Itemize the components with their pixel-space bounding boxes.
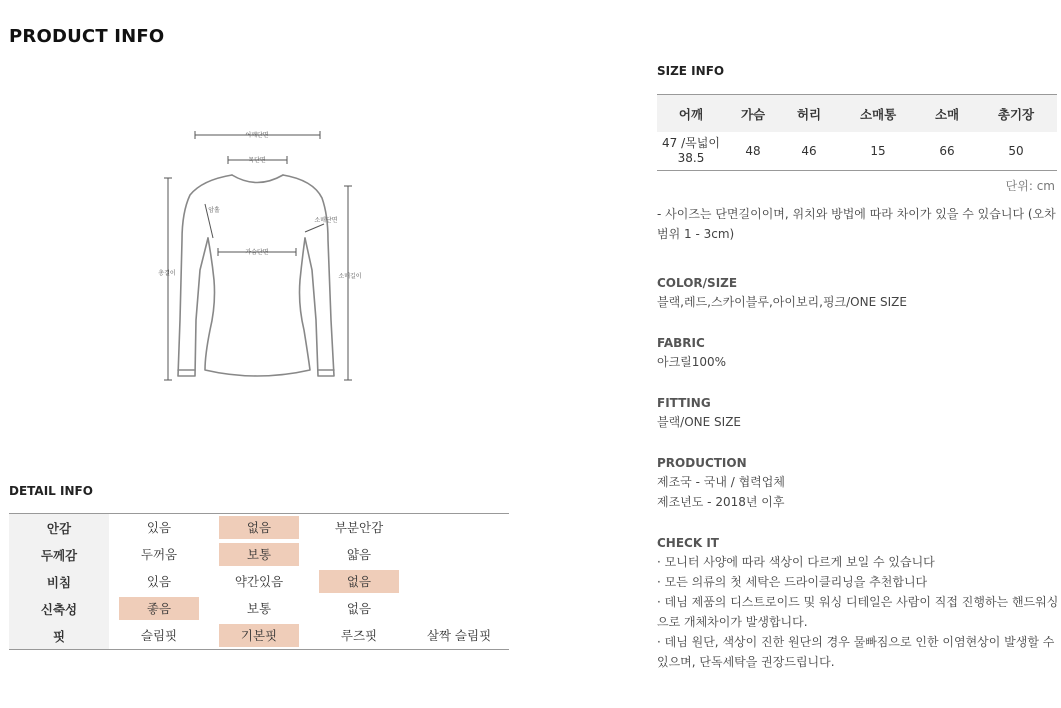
detail-option-cell: [109, 595, 209, 622]
size-header: 소매통: [837, 95, 919, 133]
detail-option-cell: [209, 622, 309, 650]
check-heading: CHECK IT: [657, 536, 719, 550]
size-info-title: SIZE INFO: [657, 64, 725, 78]
garment-measurement-diagram: [150, 120, 380, 390]
detail-option-cell: [409, 568, 509, 595]
check-line: · 모든 의류의 첫 세탁은 드라이클리닝을 추천합니다: [657, 575, 928, 589]
size-header: 어깨: [657, 95, 725, 133]
label-neck: 목단면: [248, 157, 266, 164]
detail-option-cell: [409, 595, 509, 622]
detail-option-cell: [309, 595, 409, 622]
size-value: 15: [837, 132, 919, 171]
production-line: 제조국 - 국내 / 협력업체: [657, 475, 785, 489]
label-armhole: 암홀: [208, 207, 220, 214]
detail-option-cell: [109, 622, 209, 650]
detail-option-selected: 보통: [219, 543, 299, 566]
detail-option-cell: [109, 541, 209, 568]
detail-row-label: 두께감: [9, 541, 109, 568]
detail-row: [9, 568, 509, 595]
size-header: 소매: [919, 95, 975, 133]
size-value: 66: [919, 132, 975, 171]
detail-option: 부분안감: [334, 520, 384, 535]
detail-option-cell: [109, 514, 209, 542]
color-size-heading: COLOR/SIZE: [657, 276, 738, 290]
detail-option-cell: [409, 514, 509, 542]
fitting-heading: FITTING: [657, 396, 711, 410]
detail-option-selected: 좋음: [119, 597, 199, 620]
size-value: 47 /목넓이 38.5: [657, 132, 725, 171]
detail-option-cell: [309, 568, 409, 595]
fabric-heading: FABRIC: [657, 336, 705, 350]
unit-label: 단위: cm: [1005, 179, 1055, 193]
detail-option-cell: [309, 622, 409, 650]
detail-option: 있음: [146, 574, 172, 589]
label-sleeve-width: 소매단면: [314, 217, 338, 224]
size-header: 허리: [781, 95, 837, 133]
color-size-text: 블랙,레드,스카이블루,아이보리,핑크/ONE SIZE: [657, 295, 907, 309]
detail-option-cell: [309, 514, 409, 542]
detail-row: [9, 595, 509, 622]
size-header: 총기장: [975, 95, 1057, 133]
size-header: 가슴: [725, 95, 781, 133]
detail-row-label: 신축성: [9, 595, 109, 622]
size-value: 50: [975, 132, 1057, 171]
detail-option: 얇음: [346, 547, 372, 562]
page-title: PRODUCT INFO: [9, 26, 165, 47]
detail-option: 있음: [146, 520, 172, 535]
detail-row: [9, 541, 509, 568]
detail-option-selected: 없음: [319, 570, 399, 593]
detail-row-label: 핏: [9, 622, 109, 650]
detail-row: [9, 622, 509, 650]
detail-option: 살짝 슬림핏: [426, 628, 492, 643]
label-chest: 가슴단면: [245, 249, 269, 256]
production-line: 제조년도 - 2018년 이후: [657, 495, 785, 509]
label-sleeve-length: 소매길이: [338, 273, 362, 280]
detail-option-selected: 기본핏: [219, 624, 299, 647]
detail-option: 없음: [346, 601, 372, 616]
production-heading: PRODUCTION: [657, 456, 747, 470]
fabric-text: 아크릴100%: [657, 355, 727, 369]
check-line: · 데님 제품의 디스트로이드 및 워싱 디테일은 사람이 직접 진행하는 핸드워싱으로 개체차이가 발생합니다.: [657, 595, 1059, 629]
detail-option: 슬림핏: [140, 628, 178, 643]
detail-option-cell: [209, 568, 309, 595]
detail-option: 두꺼움: [140, 547, 178, 562]
detail-option-selected: 없음: [219, 516, 299, 539]
detail-option-cell: [409, 622, 509, 650]
detail-option: 보통: [246, 601, 272, 616]
detail-option-cell: [209, 514, 309, 542]
size-table: [657, 94, 1057, 171]
detail-info-table: [9, 513, 509, 650]
detail-row-label: 안감: [9, 514, 109, 542]
size-value: 46: [781, 132, 837, 171]
detail-option-cell: [309, 541, 409, 568]
detail-info-title: DETAIL INFO: [9, 484, 93, 498]
check-line: · 모니터 사양에 따라 색상이 다르게 보일 수 있습니다: [657, 555, 935, 569]
label-total-length: 총길이: [158, 270, 176, 277]
detail-option-cell: [209, 595, 309, 622]
detail-row: [9, 514, 509, 542]
detail-row-label: 비침: [9, 568, 109, 595]
detail-option-cell: [209, 541, 309, 568]
size-value-row: [657, 132, 1057, 171]
size-value: 48: [725, 132, 781, 171]
detail-option-cell: [409, 541, 509, 568]
size-note: - 사이즈는 단면길이이며, 위치와 방법에 따라 차이가 있을 수 있습니다 (오차범위 1 - 3cm): [657, 207, 1056, 241]
detail-option: 루즈핏: [340, 628, 378, 643]
fitting-text: 블랙/ONE SIZE: [657, 415, 742, 429]
label-shoulder: 어깨단면: [245, 132, 269, 139]
size-header-row: [657, 95, 1057, 133]
detail-option: 약간있음: [234, 574, 284, 589]
detail-option-cell: [109, 568, 209, 595]
check-line: · 데님 원단, 색상이 진한 원단의 경우 물빠짐으로 인한 이염현상이 발생할 수 있으며, 단독세탁을 권장드립니다.: [657, 635, 1055, 669]
